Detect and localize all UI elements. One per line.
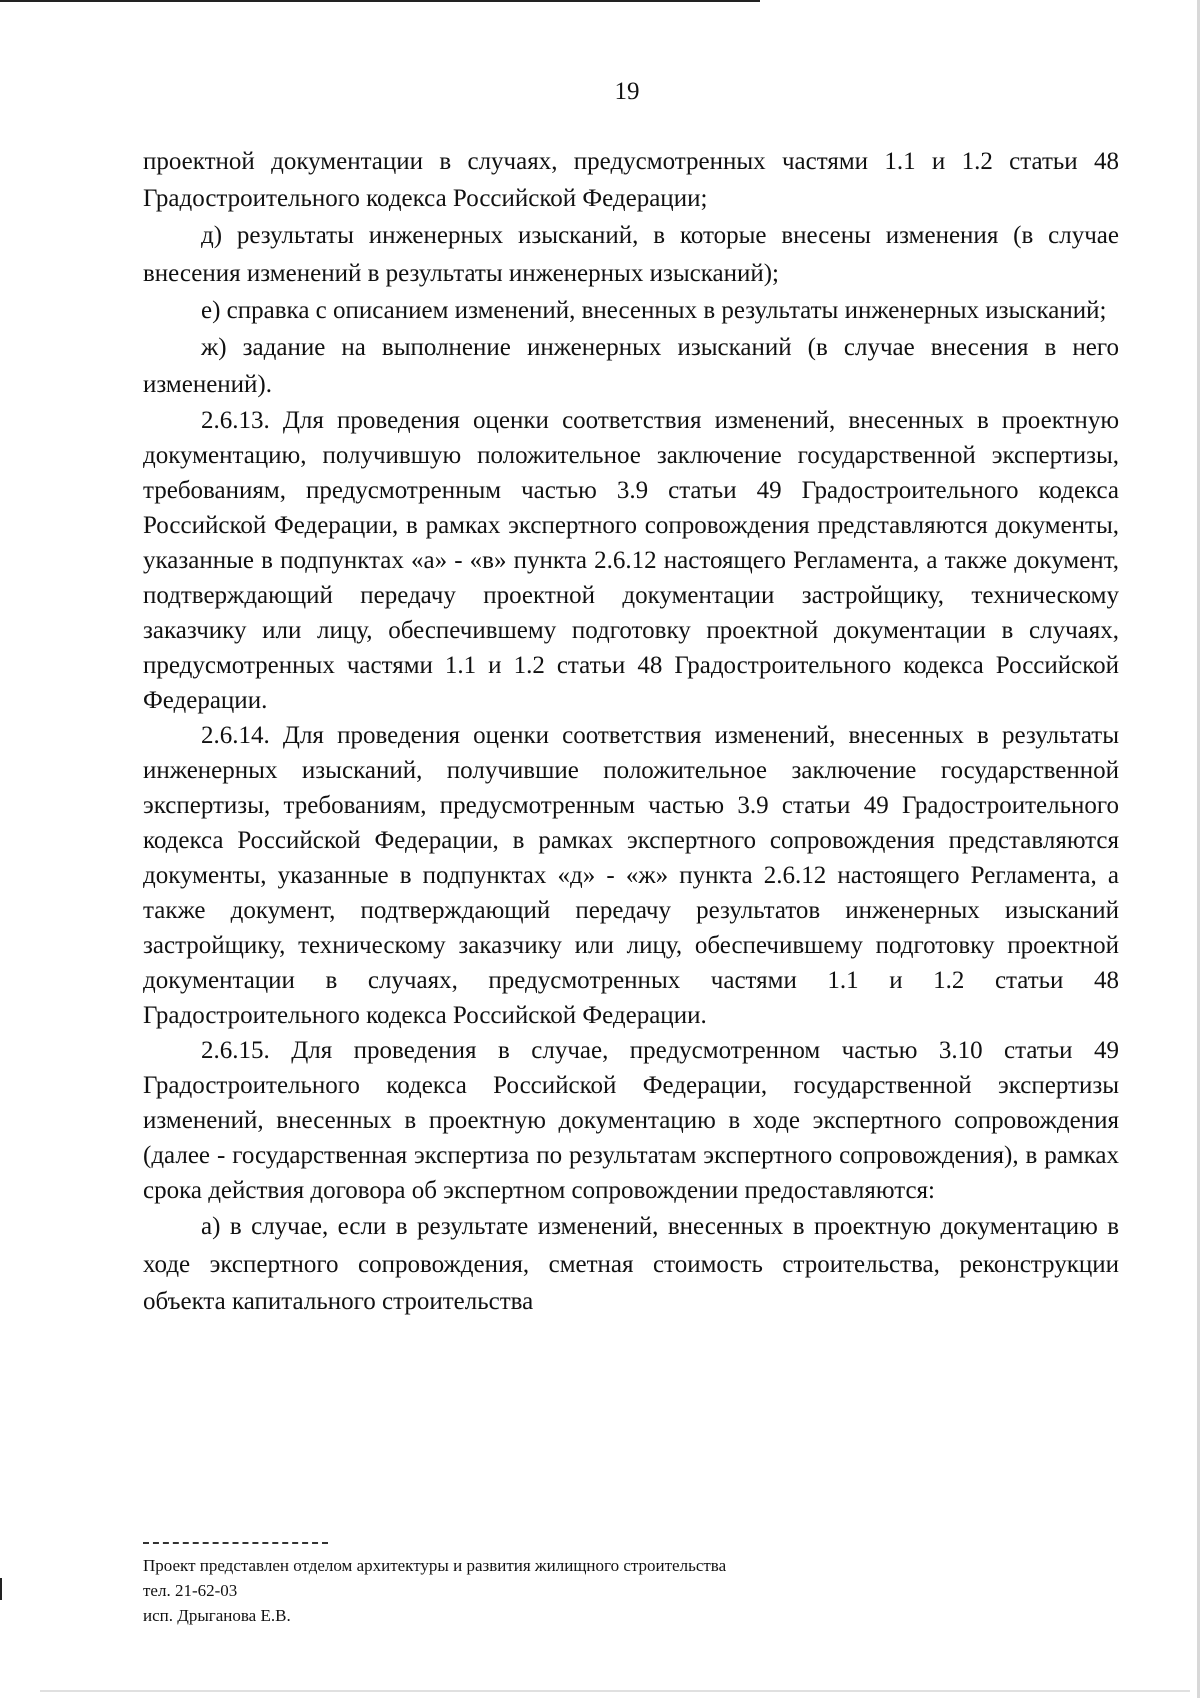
paragraph-2-6-14: 2.6.14. Для проведения оценки соответствия изменений, внесенных в результаты инженерных изысканий, получившие положительное заключение государственной экспертизы, требованиям, предусмотренным частью 3.9 статьи 49 Градостроительного кодекса Российской Федерации, в рамках экспертного сопровождения представляются документы, указанные в подпунктах «д» - «ж» пункта 2.6.12 настоящего Регламента, а также документ, подтверждающий передачу результатов инженерных изысканий застройщику, техническому заказчику или лицу, обеспечившему подготовку проектной документации в случаях, предусмотренных частями 1.1 и 1.2 статьи 48 Градостроительного кодекса Российской Федерации. — [143, 722, 1119, 1030]
paragraph-item-zh: ж) задание на выполнение инженерных изысканий (в случае внесения в него изменений). — [143, 334, 1119, 399]
document-body — [143, 143, 1119, 1320]
paragraph-item-d: д) результаты инженерных изысканий, в которые внесены изменения (в случае внесения изменений в результаты инженерных изысканий); — [143, 222, 1119, 287]
paragraph-2-6-15: 2.6.15. Для проведения в случае, предусмотренном частью 3.10 статьи 49 Градостроительного кодекса Российской Федерации, государственной экспертизы изменений, внесенных в проектную документацию в ходе экспертного сопровождения (далее - государственная экспертиза по результатам экспертного сопровождения), в рамках срока действия договора об экспертном сопровождении предоставляются: — [143, 1037, 1119, 1205]
paragraph-item-e: е) справка с описанием изменений, внесенных в результаты инженерных изысканий; — [201, 296, 1107, 324]
paragraph-2-6-13: 2.6.13. Для проведения оценки соответствия изменений, внесенных в проектную документацию, получившую положительное заключение государственной экспертизы, требованиям, предусмотренным частью 3.9 статьи 49 Градостроительного кодекса Российской Федерации, в рамках экспертного сопровождения представляются документы, указанные в подпунктах «а» - «в» пункта 2.6.12 настоящего Регламента, а также документ, подтверждающий передачу проектной документации застройщику, техническому заказчику или лицу, обеспечившему подготовку проектной документации в случаях, предусмотренных частями 1.1 и 1.2 статьи 48 Градостроительного кодекса Российской Федерации. — [143, 407, 1119, 715]
page-number: 19 — [614, 78, 640, 105]
scan-top-edge — [0, 0, 760, 2]
footnote-separator — [143, 1542, 328, 1544]
paragraph-continuation: проектной документации в случаях, предусмотренных частями 1.1 и 1.2 статьи 48 Градостроительного кодекса Российской Федерации; — [143, 148, 1119, 213]
footnote-executor: исп. Дрыганова Е.В. — [143, 1606, 291, 1625]
scan-left-mark — [0, 1578, 2, 1600]
footnote-department: Проект представлен отделом архитектуры и развития жилищного строительства — [143, 1556, 727, 1575]
footnote-phone: тел. 21-62-03 — [143, 1581, 238, 1600]
scan-bottom-edge — [40, 1690, 1190, 1692]
footnote — [143, 1553, 1043, 1628]
paragraph-item-a: а) в случае, если в результате изменений, внесенных в проектную документацию в ходе экспертного сопровождения, сметная стоимость строительства, реконструкции объекта капитального строительства — [143, 1213, 1119, 1315]
